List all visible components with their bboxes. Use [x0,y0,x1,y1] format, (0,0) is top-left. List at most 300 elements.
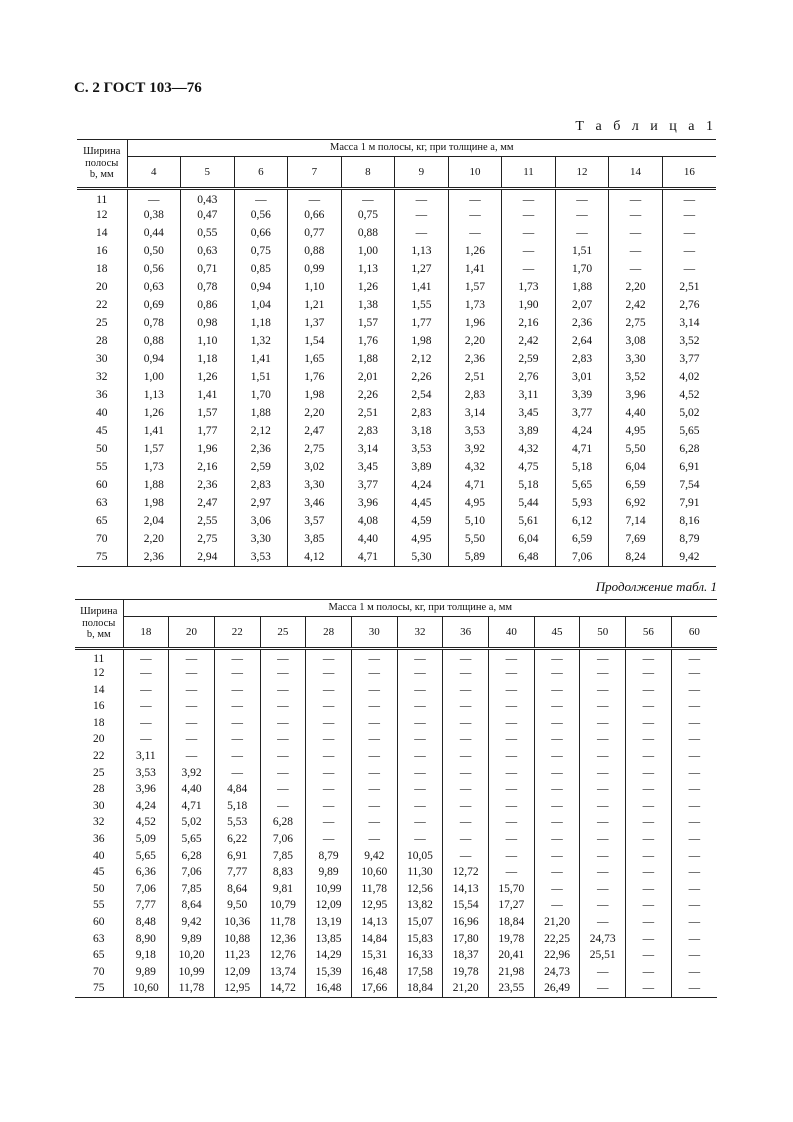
mass-cell: 19,78 [443,964,489,981]
strip-width-cell: 25 [75,765,123,782]
mass-cell: 3,96 [123,782,169,799]
mass-cell: 1,51 [234,369,288,387]
mass-column-group-header: Масса 1 м полосы, кг, при толщине a, мм [123,600,717,617]
mass-cell: — [443,748,489,765]
strip-width-cell: 25 [77,315,127,333]
mass-cell: 3,08 [609,333,663,351]
mass-cell: 18,84 [397,981,443,998]
table-row [77,549,716,567]
mass-cell: — [395,189,449,207]
mass-cell: — [260,732,306,749]
mass-cell: — [306,748,352,765]
mass-cell: 1,73 [127,459,181,477]
strip-width-cell: 45 [77,423,127,441]
strip-width-cell: 55 [75,898,123,915]
mass-cell: — [351,649,397,666]
table-row [75,848,717,865]
mass-cell: — [580,964,626,981]
mass-cell: — [123,682,169,699]
mass-cell: — [502,207,556,225]
mass-cell: 8,48 [123,914,169,931]
mass-cell: 0,50 [127,243,181,261]
table-row [77,315,716,333]
mass-cell: 2,83 [341,423,395,441]
mass-cell: 6,91 [214,848,260,865]
mass-cell: — [443,715,489,732]
mass-cell: 21,98 [489,964,535,981]
mass-cell: 2,42 [609,297,663,315]
mass-cell: 2,16 [502,315,556,333]
mass-cell: 8,79 [662,531,716,549]
mass-cell: 5,18 [214,798,260,815]
mass-cell: 5,65 [169,831,215,848]
mass-cell: 2,36 [448,351,502,369]
mass-cell: 2,20 [609,279,663,297]
mass-cell: — [214,765,260,782]
mass-cell: 1,41 [127,423,181,441]
mass-cell: — [169,748,215,765]
mass-cell: 5,65 [662,423,716,441]
mass-cell: 1,51 [555,243,609,261]
mass-cell: 2,75 [181,531,235,549]
mass-cell: — [671,682,717,699]
mass-cell: — [626,765,672,782]
mass-cell: 1,90 [502,297,556,315]
mass-cell: — [443,831,489,848]
mass-cell: 1,32 [234,333,288,351]
mass-cell: 0,86 [181,297,235,315]
mass-cell: 6,91 [662,459,716,477]
mass-cell: 2,76 [662,297,716,315]
mass-cell: — [443,798,489,815]
mass-cell: 1,13 [127,387,181,405]
mass-cell: — [671,798,717,815]
mass-cell: 3,96 [609,387,663,405]
mass-cell: 4,75 [502,459,556,477]
mass-cell: 1,88 [555,279,609,297]
strip-width-cell: 55 [77,459,127,477]
mass-cell: — [214,666,260,683]
mass-cell: 3,02 [288,459,342,477]
mass-cell: 7,06 [123,881,169,898]
mass-cell: — [671,666,717,683]
mass-cell: — [662,189,716,207]
mass-cell: — [260,699,306,716]
mass-cell: 0,66 [234,225,288,243]
strip-width-cell: 45 [75,865,123,882]
mass-cell: — [534,848,580,865]
mass-cell: 5,65 [555,477,609,495]
mass-cell: 2,76 [502,369,556,387]
thickness-header: 25 [260,617,306,649]
thickness-header: 36 [443,617,489,649]
table-row [75,914,717,931]
mass-cell: 1,73 [502,279,556,297]
mass-cell: 7,06 [260,831,306,848]
mass-cell: 17,80 [443,931,489,948]
mass-cell: 16,33 [397,948,443,965]
mass-cell: 0,56 [127,261,181,279]
mass-cell: 0,63 [181,243,235,261]
thickness-header: 20 [169,617,215,649]
mass-cell: 10,99 [169,964,215,981]
mass-cell: 2,83 [555,351,609,369]
table-row [75,782,717,799]
mass-cell: 2,12 [395,351,449,369]
mass-cell: 2,36 [234,441,288,459]
mass-cell: 4,24 [395,477,449,495]
mass-cell: — [306,682,352,699]
mass-cell: 6,92 [609,495,663,513]
strip-width-cell: 70 [75,964,123,981]
mass-cell: 1,26 [341,279,395,297]
table-row [77,441,716,459]
mass-cell: — [351,715,397,732]
width-column-header [77,140,127,189]
table-caption: Т а б л и ц а 1 [575,119,717,134]
table-row [77,189,716,207]
mass-cell: 7,54 [662,477,716,495]
table-row [77,513,716,531]
mass-cell: — [306,765,352,782]
mass-cell: 8,64 [169,898,215,915]
mass-cell: 0,38 [127,207,181,225]
mass-cell: 0,78 [127,315,181,333]
mass-cell: — [555,189,609,207]
mass-cell: — [397,798,443,815]
mass-cell: 15,83 [397,931,443,948]
strip-width-cell: 14 [75,682,123,699]
mass-cell: 4,71 [169,798,215,815]
mass-cell: — [580,682,626,699]
mass-cell: 13,19 [306,914,352,931]
mass-cell: 0,85 [234,261,288,279]
mass-cell: 9,89 [169,931,215,948]
mass-cell: 4,45 [395,495,449,513]
mass-cell: 2,75 [609,315,663,333]
mass-cell: 4,40 [609,405,663,423]
mass-cell: — [351,815,397,832]
mass-cell: — [489,715,535,732]
table-row [77,369,716,387]
mass-cell: 2,36 [181,477,235,495]
thickness-header: 56 [626,617,672,649]
strip-width-cell: 40 [77,405,127,423]
strip-width-cell: 22 [77,297,127,315]
mass-cell: — [580,798,626,815]
mass-cell: — [489,699,535,716]
mass-cell: 1,70 [555,261,609,279]
mass-cell: 6,48 [502,549,556,567]
mass-cell: — [214,649,260,666]
mass-cell: 9,50 [214,898,260,915]
mass-cell: — [214,748,260,765]
mass-cell: 25,51 [580,948,626,965]
mass-cell: 5,50 [609,441,663,459]
mass-cell: — [609,189,663,207]
mass-cell: 3,52 [662,333,716,351]
strip-width-cell: 16 [77,243,127,261]
mass-cell: 3,53 [448,423,502,441]
mass-cell: 11,78 [260,914,306,931]
table-row [75,682,717,699]
mass-cell: — [260,782,306,799]
mass-cell: — [534,881,580,898]
mass-cell: 4,02 [662,369,716,387]
mass-cell: — [169,699,215,716]
table-row [75,666,717,683]
mass-cell: 1,38 [341,297,395,315]
mass-cell: 7,91 [662,495,716,513]
thickness-header: 10 [448,157,502,189]
mass-cell: 12,56 [397,881,443,898]
mass-cell: — [534,732,580,749]
mass-cell: 7,77 [214,865,260,882]
thickness-header: 8 [341,157,395,189]
mass-cell: — [169,649,215,666]
mass-cell: — [626,715,672,732]
mass-cell: 0,47 [181,207,235,225]
mass-cell: — [169,666,215,683]
strip-width-cell: 12 [75,666,123,683]
table-row [77,243,716,261]
mass-cell: — [626,964,672,981]
mass-cell: 2,07 [555,297,609,315]
mass-cell: 6,59 [609,477,663,495]
mass-cell: — [534,815,580,832]
mass-cell: 2,75 [288,441,342,459]
mass-cell: — [397,682,443,699]
mass-cell: 3,96 [341,495,395,513]
mass-cell: — [671,931,717,948]
mass-cell: 2,51 [662,279,716,297]
mass-cell: 22,96 [534,948,580,965]
mass-cell: 2,55 [181,513,235,531]
mass-cell: 3,77 [662,351,716,369]
mass-cell: 5,30 [395,549,449,567]
mass-cell: — [395,225,449,243]
mass-cell: 2,36 [127,549,181,567]
mass-cell: — [351,699,397,716]
mass-cell: — [626,748,672,765]
mass-cell: — [534,748,580,765]
mass-cell: — [397,699,443,716]
mass-cell: 4,52 [123,815,169,832]
mass-cell: 9,81 [260,881,306,898]
mass-cell: — [448,207,502,225]
mass-cell: 2,26 [341,387,395,405]
mass-cell: 1,00 [341,243,395,261]
mass-cell: 8,83 [260,865,306,882]
mass-cell: 19,78 [489,931,535,948]
mass-cell: — [260,682,306,699]
mass-cell: 1,88 [127,477,181,495]
table-row [75,815,717,832]
mass-cell: — [671,765,717,782]
mass-cell: 6,28 [260,815,306,832]
mass-cell: 2,51 [448,369,502,387]
mass-cell: 1,70 [234,387,288,405]
mass-cell: 6,28 [662,441,716,459]
strip-width-cell: 22 [75,748,123,765]
mass-cell: — [397,782,443,799]
mass-cell: — [306,715,352,732]
mass-cell: 3,30 [609,351,663,369]
width-column-header [75,600,123,649]
mass-cell: 0,55 [181,225,235,243]
mass-cell: 6,36 [123,865,169,882]
strip-width-cell: 75 [77,549,127,567]
mass-cell: 4,52 [662,387,716,405]
mass-cell: 1,18 [234,315,288,333]
mass-cell: 3,53 [123,765,169,782]
mass-cell: — [502,225,556,243]
thickness-header: 40 [489,617,535,649]
mass-cell: — [443,815,489,832]
mass-cell: 10,79 [260,898,306,915]
strip-width-cell: 70 [77,531,127,549]
mass-cell: 1,57 [127,441,181,459]
mass-cell: 18,37 [443,948,489,965]
mass-cell: — [443,765,489,782]
strip-width-cell: 36 [75,831,123,848]
mass-cell: 1,41 [234,351,288,369]
mass-cell: — [671,948,717,965]
mass-cell: — [609,225,663,243]
mass-cell: — [489,666,535,683]
mass-cell: — [489,798,535,815]
mass-cell: — [214,682,260,699]
mass-cell: 3,53 [395,441,449,459]
mass-cell: — [626,782,672,799]
mass-cell: 2,59 [234,459,288,477]
mass-cell: — [580,765,626,782]
mass-cell: 3,11 [123,748,169,765]
mass-cell: 5,89 [448,549,502,567]
mass-cell: 2,20 [448,333,502,351]
mass-cell: — [534,831,580,848]
mass-cell: — [502,261,556,279]
mass-cell: 7,69 [609,531,663,549]
mass-cell: — [260,798,306,815]
mass-cell: — [671,815,717,832]
mass-cell: — [443,682,489,699]
mass-cell: — [260,666,306,683]
mass-cell: 4,12 [288,549,342,567]
mass-cell: 22,25 [534,931,580,948]
mass-cell: 12,09 [214,964,260,981]
mass-cell: 6,22 [214,831,260,848]
mass-cell: 2,20 [288,405,342,423]
mass-cell: 3,53 [234,549,288,567]
strip-width-cell: 30 [75,798,123,815]
mass-cell: 3,45 [341,459,395,477]
table-row [75,898,717,915]
width-header-line: b, мм [86,629,111,641]
mass-cell: 6,28 [169,848,215,865]
mass-cell: 11,30 [397,865,443,882]
mass-cell: — [534,898,580,915]
mass-cell: 0,71 [181,261,235,279]
mass-cell: 3,57 [288,513,342,531]
mass-cell: 11,23 [214,948,260,965]
mass-cell: 15,54 [443,898,489,915]
strip-width-cell: 65 [75,948,123,965]
mass-cell: 2,36 [555,315,609,333]
mass-cell: — [626,815,672,832]
mass-cell: 2,94 [181,549,235,567]
mass-cell: — [443,666,489,683]
mass-cell: 12,09 [306,898,352,915]
mass-cell: — [448,189,502,207]
mass-cell: — [214,699,260,716]
mass-cell: 5,61 [502,513,556,531]
mass-cell: 0,63 [127,279,181,297]
mass-cell: 4,59 [395,513,449,531]
mass-cell: — [489,815,535,832]
mass-cell: — [580,732,626,749]
mass-cell: 9,42 [169,914,215,931]
mass-cell: 8,79 [306,848,352,865]
mass-cell: — [443,782,489,799]
mass-cell: — [671,748,717,765]
mass-cell: 1,96 [448,315,502,333]
mass-cell: 1,88 [341,351,395,369]
mass-cell: 7,06 [555,549,609,567]
mass-cell: 5,93 [555,495,609,513]
mass-cell: — [288,189,342,207]
table-row [77,477,716,495]
mass-cell: 14,29 [306,948,352,965]
mass-cell: — [580,715,626,732]
mass-cell: — [502,243,556,261]
mass-cell: — [580,748,626,765]
mass-cell: 4,95 [395,531,449,549]
mass-cell: 1,04 [234,297,288,315]
mass-cell: 14,13 [443,881,489,898]
mass-cell: — [534,649,580,666]
mass-cell: — [580,848,626,865]
mass-cell: 7,06 [169,865,215,882]
mass-cell: — [127,189,181,207]
mass-cell: — [626,948,672,965]
thickness-header: 11 [502,157,556,189]
table-row [75,715,717,732]
mass-cell: 2,47 [288,423,342,441]
mass-cell: 0,43 [181,189,235,207]
mass-cell: 14,72 [260,981,306,998]
table-row [77,531,716,549]
table-row [75,881,717,898]
mass-cell: 1,73 [448,297,502,315]
mass-cell: 7,85 [260,848,306,865]
mass-cell: 3,14 [448,405,502,423]
mass-cell: 0,88 [341,225,395,243]
mass-cell: 21,20 [443,981,489,998]
mass-cell: 1,57 [181,405,235,423]
mass-table-2 [75,599,717,998]
mass-cell: — [351,682,397,699]
mass-cell: 1,13 [341,261,395,279]
mass-cell: — [534,699,580,716]
thickness-header: 32 [397,617,443,649]
mass-cell: — [580,831,626,848]
thickness-header: 16 [662,157,716,189]
mass-cell: — [489,682,535,699]
mass-cell: — [534,682,580,699]
mass-cell: — [489,649,535,666]
mass-cell: 5,18 [502,477,556,495]
